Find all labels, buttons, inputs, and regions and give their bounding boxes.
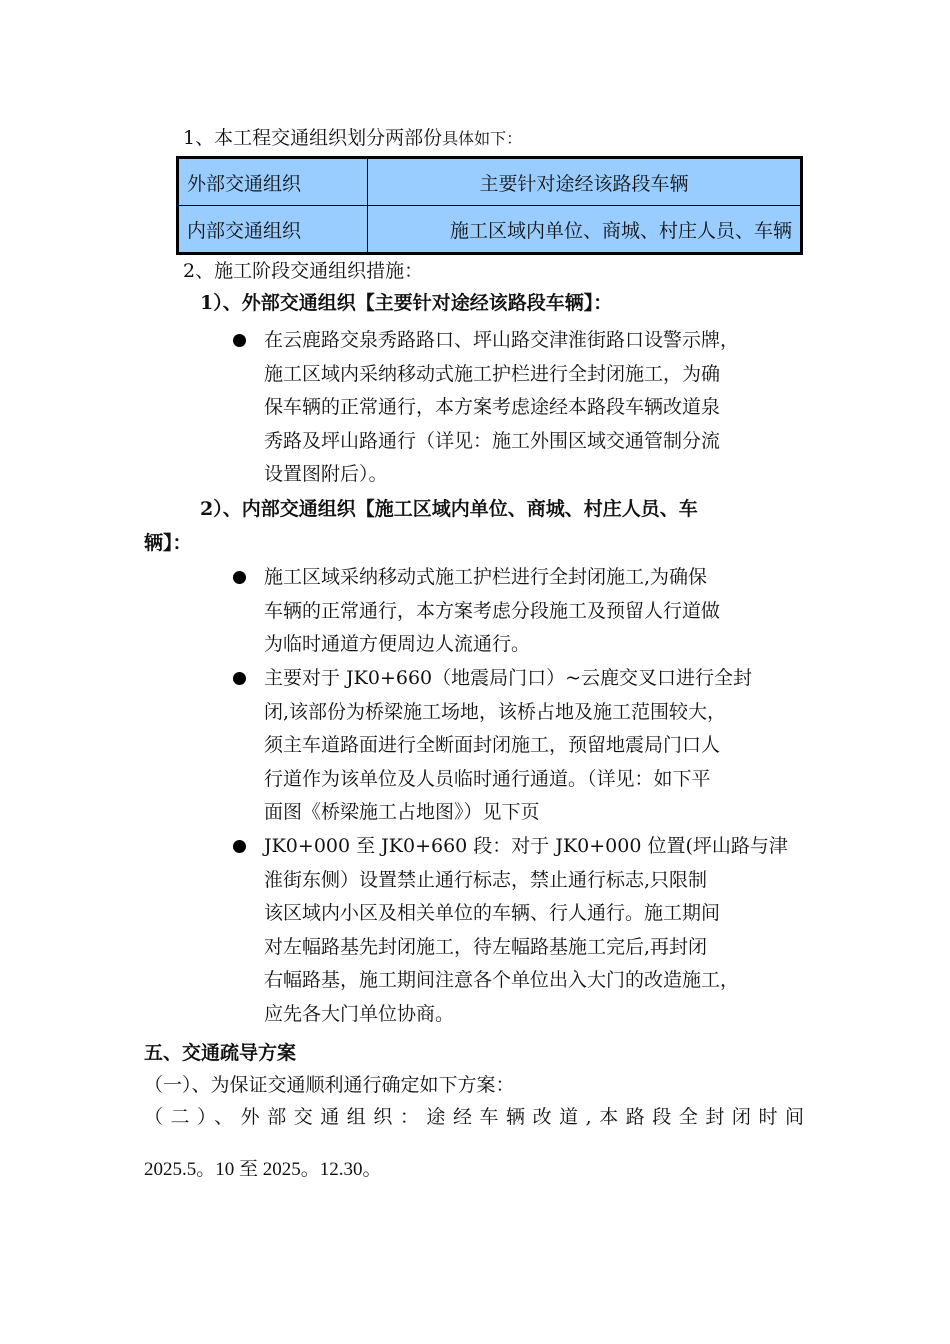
intro-main: 1、本工程交通组织划分两部份 <box>183 127 443 149</box>
section5-date-range: 2025.5。10 至 2025。12.30。 <box>144 1159 382 1180</box>
text-line: 右幅路基，施工期间注意各个单位出入大门的改造施工， <box>264 969 740 992</box>
text-line: 闭,该部份为桥梁施工场地，该桥占地及施工范围较大， <box>264 700 727 723</box>
bullet-icon <box>233 334 246 347</box>
internal-heading-line1: 2）、内部交通组织【施工区域内单位、商城、村庄人员、车 <box>200 498 698 520</box>
text-line: 须主车道路面进行全断面封闭施工，预留地震局门口人 <box>264 734 721 757</box>
text-line: 设置图附后）。 <box>264 463 388 486</box>
bullet-icon <box>233 571 246 584</box>
section5-paragraph: （二）、外部交通组织：途经车辆改道,本路段全封闭时间 <box>144 1106 804 1128</box>
section5-paragraph: （一）、为保证交通顺利通行确定如下方案： <box>144 1074 515 1096</box>
table-cell-label: 外部交通组织 <box>178 158 368 206</box>
text-line: 该区域内小区及相关单位的车辆、行人通行。施工期间 <box>264 902 721 925</box>
text-line: JK0+000 至 JK0+660 段：对于 JK0+000 位置(坪山路与津 <box>264 835 788 857</box>
internal-bullet-text <box>264 561 720 662</box>
external-heading: 1）、外部交通组织【主要针对途经该路段车辆】： <box>200 292 613 314</box>
bullet-icon <box>233 840 246 853</box>
intro-line <box>183 126 522 151</box>
text-line: 车辆的正常通行，本方案考虑分段施工及预留人行道做 <box>264 599 721 622</box>
internal-bullet-text <box>264 830 788 1032</box>
text-line: 淮街东侧）设置禁止通行标志，禁止通行标志,只限制 <box>264 868 708 891</box>
section5-title: 五、交通疏导方案 <box>144 1042 297 1064</box>
internal-heading-line2: 辆】： <box>144 532 192 554</box>
table-row <box>178 158 802 206</box>
text-line: 秀路及坪山路通行（详见：施工外围区域交通管制分流 <box>264 429 721 452</box>
table-cell-value: 施工区域内单位、商城、村庄人员、车辆 <box>368 206 802 254</box>
intro-suffix: 具体如下： <box>442 129 523 148</box>
text-line: 保车辆的正常通行，本方案考虑途经本路段车辆改道泉 <box>264 396 721 419</box>
text-line: 在云鹿路交泉秀路路口、坪山路交津淮街路口设警示牌， <box>264 329 740 351</box>
text-line: 对左幅路基先封闭施工，待左幅路基施工完后,再封闭 <box>264 935 708 958</box>
text-line: 施工区域内采纳移动式施工护栏进行全封闭施工，为确 <box>264 362 721 385</box>
text-line: 主要对于 JK0+660（地震局门口）~云鹿交叉口进行全封 <box>264 667 753 689</box>
traffic-organization-table <box>176 156 803 255</box>
text-line: 行道作为该单位及人员临时通行通道。（详见：如下平 <box>264 767 711 790</box>
text-line: 为临时通道方便周边人流通行。 <box>264 633 531 656</box>
text-line: 面图《桥梁施工占地图》）见下页 <box>264 801 540 824</box>
text-line: 施工区域采纳移动式施工护栏进行全封闭施工,为确保 <box>264 566 708 588</box>
text-line: 应先各大门单位协商。 <box>264 1002 455 1025</box>
external-bullet-text <box>264 324 739 492</box>
table-cell-value: 主要针对途经该路段车辆 <box>368 158 802 206</box>
internal-bullet-text <box>264 662 752 830</box>
section2-title: 2、施工阶段交通组织措施： <box>183 260 424 282</box>
table-row <box>178 206 802 254</box>
table-cell-label: 内部交通组织 <box>178 206 368 254</box>
bullet-icon <box>233 672 246 685</box>
